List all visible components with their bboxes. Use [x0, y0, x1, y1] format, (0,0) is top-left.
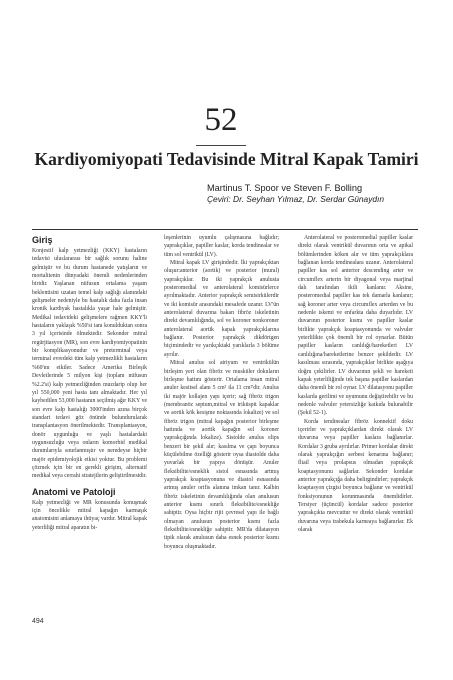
chapter-number: 52 — [204, 102, 238, 138]
chapter-title: Kardiyomiyopati Tedavisinde Mitral Kapak Tamiri — [34, 149, 419, 169]
section-heading-anatomi: Anatomi ve Patoloji — [32, 486, 116, 497]
authors: Martinus T. Spoor ve Steven F. Bolling — [207, 183, 363, 193]
paragraph: Mitral kapak LV girişindedir. İki yaprakçıktan oluşur:anterior (aortik) ve posterior (mural) yaprakçıklar. Bu iki yaprakçık anulusta posteromedial ve anterolateral komisürlerce ayrılmaktadır. Anterior yaprakçık semisirkülerdir ve iki komisür arasındaki mesafede uzanır. LV'ün anterolateral duvarına bakan fibröz iskeletinin direkt devamlılığında, sol ve koroner nonkoroner anterolateral aortik kapak yaprakçıklarına bağlanır. Posterior yaprakçık dikdörtgen biçimindedir ve yarıkçıktaki yarıklarla 3 bölüme ayrılır. — [164, 260, 279, 358]
paragraph: Korda tendinealar fibröz konnektif doku içerirler ve yaprakçıklardan direkt olarak LV duvarına veya papiller kaslara bağlanırlar. Kordalar 3 gruba ayrılırlar. Primer kordalar direkt olarak yaprakçığın serbest kenarına bağlanır; fliail veya prolapsus olmadan yaprakçık koaptasyonunu sağlarlar. Sekonder kordalar anterior yaprakçığa daha belirgindirler; yaprakçık koaptasyon çizgisi boyunca bağlanır ve ventrikül fonksiyonunun korunmasında önemlidirler. Tersiyer (üçüncül) kordalar sadece posterior yaprakçıkta mevcuttur ve direkt olarak ventrikül duvarına veya trabekula karneaya bağlanırlar. Ek olarak — [298, 418, 413, 534]
translators: Çeviri: Dr. Seyhan Yılmaz, Dr. Serdar Günaydın — [207, 194, 385, 204]
paragraph: Mitral anulus sol atriyum ve ventrikülün birleşim yeri olan fibröz ve musküler dokuların birleşme hattını gösterir. Ortalama insan mitral anuler kesitsel alanı 5 cm² ila 11 cm²'dir. Anulus iki majör kollajen yapı içerir; sağ fibröz trigon (membranöz septum,mitral ve triküspit kapaklar ve aortik kök kesişme noktasında lokalize) ve sol fibröz trigon (mitral kapağın posterior birleşme hattında ve aortik kapağın sol koroner yaprakçığında lokalize). Sistolde anulus elips benzeri bir şekil alır; kasılma ve çapı boyunca küçülebilme özelliği gösterir oysa diastolde daha yuvarlak bir yapıya dönüşür. Anuler fleksibilite/esneklik sistol esnasında artmış yaprakçık koaptasyonuna ve diastol esnasında artmış anuler orifis alanına imkan tanır. Kalbin fibröz iskeletinin devamlılığında olan anulusun anterior kısmı sınırlı fleksibilite/esnekliğe sahiptir. Oysa hiçbir rijit çevresel yapı ile bağlı olmayan anulusun posterior kısmı fazla fleksibilite/esnekliğe sahiptir. MR'da dilatasyon tipik olarak anulusun daha esnek posterior kısmı boyunca oluşmaktadır. — [164, 360, 279, 550]
paragraph: Anterolateral ve posteromedial papiller kaslar direkt olarak ventrikül duvarının orta ve apikal bölümlerinden köken alır ve tüm yaprakçıklara bağlanan korda tendinealara uzanır. Anterolateral papiller kas sol anterior descending arter ve circumflex arterin bir diyagonal veya marjinal dalı tarafından ikili kanlanır. Aksine, posteromedial papiller kas tek damarla kanlanır; sağ koroner arter veya circumflex arterden ve bu nedenle iskemi ve enfarkta daha duyarlıdır. LV duvarının posterior kısmı ve papiller kaslar birlikte yaprakçık koaptasyonunda ve valvuler yeterlilikte çok önemli bir rol oynarlar. Bütün papiller kasların canlılığı/hareketleri LV canlılığına/hareketlerine benzer şekildedir. LV kasılması sırasında, yaprakçıklar birlikte aşağıya doğru çekilirler. LV duvarının şekli ve hareketi kapak yeterliliğinde tek başına papiller kaslardan daha önemli bir rol oynar. LV dilatasyonu papiller kaslarda gerilimi ve uyumunu değiştirebilir ve bu nedenle valvuler yetersizliğe katkıda bulunabilir (Şekil 52-1). — [298, 235, 413, 417]
page-number: 494 — [32, 618, 44, 625]
paragraph: Kalp yetmezliği ve MR konusunda konuşmak için öncelikle mitral kapağın karmaşık anatomisini anlamaya ihtiyaç vardır. Mitral kapak yeterliliği mitral aparatın bi- — [32, 499, 147, 531]
paragraph: leşenlerinin uyumlu çalışmasına bağlıdır; yaprakçıklar, papiller kaslar, korda tendinealar ve tüm sol ventrikül (LV). — [164, 235, 279, 258]
chapter-number-rule — [196, 145, 246, 146]
paragraph: Konjestif kalp yetmezliği (KKY) hastaların tedavisi uluslararası bir sağlık sorunu haline gelmiştir ve bu durum hastanede yatışların ve mortalitenin dünyadaki önemli nedenlerinden biridir. Yaşlanan nüfusun ortalama yaşam beklentisini uzatan temel kalp sağlığı alanındaki gelişmeler nedeniyle bu hastalık daha fazla insan kronik kardiyak hastalıkla yaşar hale gelmiştir. Medikal tedavideki gelişmelere rağmen KKY'li hastaların yaklaşık %50'si tanı konulduktan sonra 3 yıl içerisinde ölmektedir. Sekonder mitral regürjitasyon (MR), son evre kardiyomiyopatinin bir komplikasyonudur ve preterminal veya terminal evredeki tüm kalp yetmezlikli hastaların %60'ını etkiler. Sadece Amerika Birleşik Devletlerinde 5 milyon kişi (toplam nüfusun %2.2'si) kalp yetmezliğinden muzdarip olup her yıl 550,000 yeni hasta tanı almaktadır. Her yıl kaybedilen 53,000 hastanın seçilmiş ağır KKY ve son evre kalp hastalığı 3000'inden azına birçok standart tedavi göz önünde bulundurularak transplantasyon önerilmektedir. Transplantasyon, donör uygunluğu ve yaşlı hastalardaki uygunsuzluğu veya onların komorbid medikal durumlarıyla sınırlanmıştır ve neredeyse hiçbir majör epidemiyolojik etkisi yoktur. Bu problemi çözmek için bir en gerekli girişim, alternatif medikal veya cerrahi stratejilerin geliştirilmesidir. — [32, 248, 147, 480]
header-divider — [32, 229, 418, 230]
text-column-left — [32, 234, 147, 532]
text-column-right — [298, 234, 413, 534]
text-column-middle — [164, 234, 279, 551]
section-heading-giris: Giriş — [32, 235, 53, 245]
